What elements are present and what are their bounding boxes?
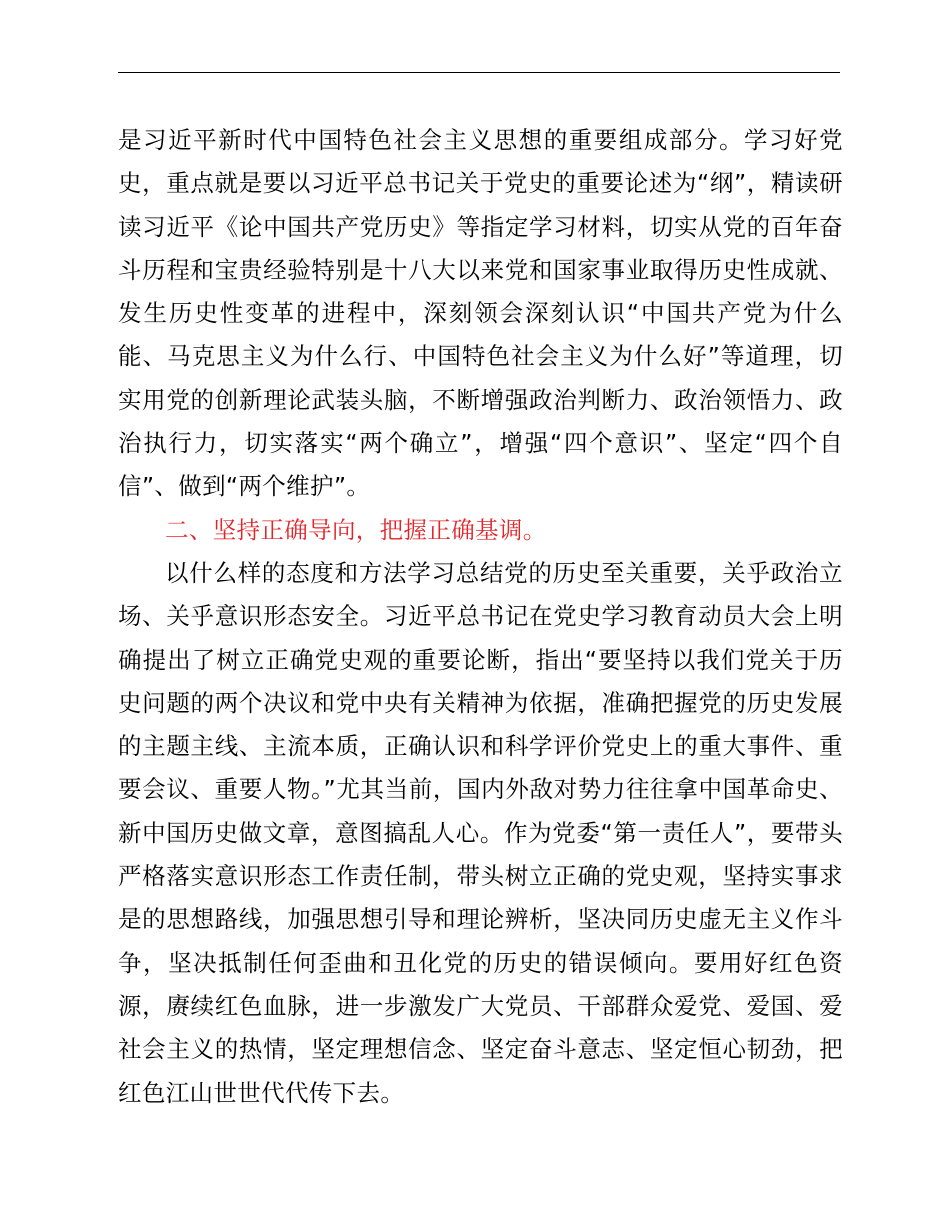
header-rule [118,72,840,73]
paragraph-continuation: 是习近平新时代中国特色社会主义思想的重要组成部分。学习好党史，重点就是要以习近平总书记关于党史的重要论述为“纲”，精读研读习近平《论中国共产党历史》等指定学习材料，切实从党的百年奋斗历程和宝贵经验特别是十八大以来党和国家事业取得历史性成就、发生历史性变革的进程中，深刻领会深刻认识“中国共产党为什么能、马克思主义为什么行、中国特色社会主义为什么好”等道理，切实用党的创新理论武装头脑，不断增强政治判断力、政治领悟力、政治执行力，切实落实“两个确立”，增强“四个意识”、坚定“四个自信”、做到“两个维护”。 [118,126,843,501]
document-body [118,119,843,1115]
paragraph-section-2: 以什么样的态度和方法学习总结党的历史至关重要，关乎政治立场、关乎意识形态安全。习近平总书记在党史学习教育动员大会上明确提出了树立正确党史观的重要论断，指出“要坚持以我们党关于历史问题的两个决议和党中央有关精神为依据，准确把握党的历史发展的主题主线、主流本质，正确认识和科学评价党史上的重大事件、重要会议、重要人物。”尤其当前，国内外敌对势力往往拿中国革命史、新中国历史做文章，意图搞乱人心。作为党委“第一责任人”，要带头严格落实意识形态工作责任制，带头树立正确的党史观，坚持实事求是的思想路线，加强思想引导和理论辨析，坚决同历史虚无主义作斗争，坚决抵制任何歪曲和丑化党的历史的错误倾向。要用好红色资源，赓续红色血脉，进一步激发广大党员、干部群众爱党、爱国、爱社会主义的热情，坚定理想信念、坚定奋斗意志、坚定恒心韧劲，把红色江山世世代代传下去。 [118,558,843,1107]
section-heading-2: 二、坚持正确导向，把握正确基调。 [165,515,547,544]
